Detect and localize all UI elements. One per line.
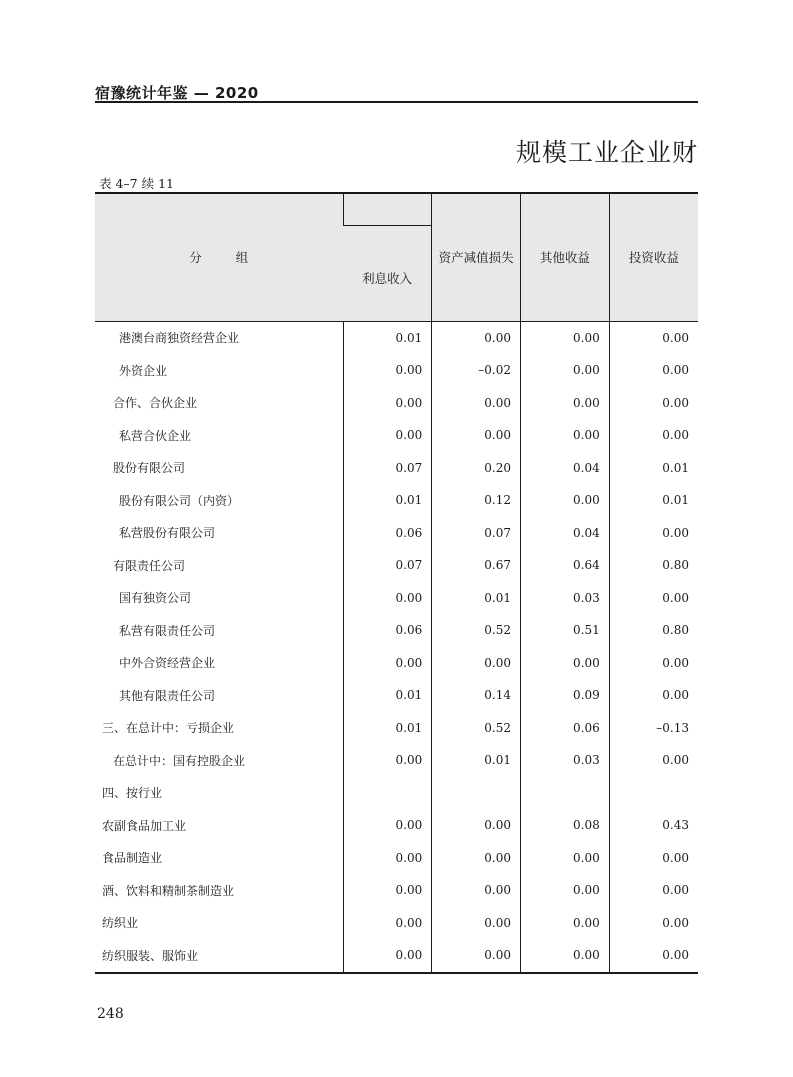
- table-cell: 0.52: [432, 712, 521, 745]
- row-label: 中外合资经营企业: [119, 656, 216, 671]
- table-cell: –0.02: [432, 354, 521, 387]
- table-row: [95, 517, 698, 550]
- column-header-other-income: 其他收益: [521, 193, 610, 321]
- table-cell: 0.00: [521, 484, 610, 517]
- table-cell: 0.00: [432, 907, 521, 940]
- table-cell: 0.00: [521, 647, 610, 680]
- table-cell: 0.00: [521, 387, 610, 420]
- table-cell: 0.00: [609, 744, 698, 777]
- table-row: [95, 614, 698, 647]
- table-row: [95, 647, 698, 680]
- table-cell: 0.00: [521, 907, 610, 940]
- table-cell: 0.07: [432, 517, 521, 550]
- table-cell: 0.67: [432, 549, 521, 582]
- table-cell: [343, 777, 432, 810]
- table-cell: 0.00: [343, 582, 432, 615]
- row-label: 有限责任公司: [113, 558, 186, 573]
- table-cell: 0.01: [343, 712, 432, 745]
- table-row: [95, 744, 698, 777]
- table-cell: 0.00: [609, 907, 698, 940]
- table-cell: 0.04: [521, 517, 610, 550]
- table-cell: 0.01: [609, 452, 698, 485]
- table-cell: 0.00: [432, 809, 521, 842]
- table-cell: 0.00: [343, 647, 432, 680]
- table-cell: 0.00: [343, 874, 432, 907]
- table-cell: 0.80: [609, 614, 698, 647]
- table-cell: 0.64: [521, 549, 610, 582]
- row-label: 国有独资公司: [119, 591, 192, 606]
- table-cell: 0.01: [432, 582, 521, 615]
- row-label: 食品制造业: [102, 851, 163, 866]
- column-header-impairment: 资产减值损失: [432, 193, 521, 321]
- table-cell: 0.00: [609, 647, 698, 680]
- row-label: 三、在总计中：亏损企业: [102, 721, 235, 736]
- table-cell: 0.09: [521, 679, 610, 712]
- table-row: [95, 419, 698, 452]
- table-body: [95, 321, 698, 973]
- table-row: [95, 354, 698, 387]
- table-cell: 0.01: [343, 484, 432, 517]
- table-cell: 0.00: [432, 419, 521, 452]
- row-label: 私营股份有限公司: [119, 526, 216, 541]
- row-label: 农副食品加工业: [102, 818, 187, 833]
- table-cell: 0.00: [432, 842, 521, 875]
- table-cell: [432, 777, 521, 810]
- table-cell: 0.00: [521, 874, 610, 907]
- table-cell: 0.00: [521, 842, 610, 875]
- table-cell: 0.00: [343, 842, 432, 875]
- table-row: [95, 679, 698, 712]
- table-row: [95, 777, 698, 810]
- table-cell: 0.07: [343, 452, 432, 485]
- table-cell: 0.01: [609, 484, 698, 517]
- table-row: [95, 452, 698, 485]
- table-cell: 0.06: [343, 614, 432, 647]
- table-cell: 0.00: [432, 874, 521, 907]
- table-cell: 0.00: [521, 419, 610, 452]
- row-label: 私营合伙企业: [119, 428, 192, 443]
- table-cell: 0.00: [343, 419, 432, 452]
- page-number: 248: [97, 1006, 124, 1022]
- table-cell: 0.00: [609, 321, 698, 354]
- table-row: [95, 842, 698, 875]
- row-label: 纺织业: [102, 916, 139, 931]
- table-cell: 0.00: [609, 939, 698, 973]
- table-cell: 0.00: [609, 842, 698, 875]
- table-cell: 0.07: [343, 549, 432, 582]
- row-label: 合作、合伙企业: [113, 396, 198, 411]
- row-label: 四、按行业: [102, 786, 163, 801]
- table-cell: 0.00: [609, 387, 698, 420]
- table-row: [95, 387, 698, 420]
- table-row: [95, 712, 698, 745]
- running-head: 宿豫统计年鉴 — 2020: [95, 84, 259, 102]
- table-cell: –0.13: [609, 712, 698, 745]
- table-cell: 0.04: [521, 452, 610, 485]
- row-label: 股份有限公司: [113, 461, 186, 476]
- table-row: [95, 484, 698, 517]
- table-cell: 0.00: [343, 907, 432, 940]
- table-label: 表 4–7 续 11: [99, 176, 174, 191]
- table-cell: [609, 777, 698, 810]
- table-row: [95, 582, 698, 615]
- table-cell: 0.20: [432, 452, 521, 485]
- statistics-table: [95, 192, 698, 974]
- table-row: [95, 549, 698, 582]
- table-cell: 0.00: [609, 419, 698, 452]
- section-title: 规模工业企业财: [515, 138, 698, 167]
- table-cell: 0.52: [432, 614, 521, 647]
- table-cell: 0.14: [432, 679, 521, 712]
- header-rule: [95, 101, 698, 103]
- table-row: [95, 809, 698, 842]
- row-label: 港澳台商独资经营企业: [119, 331, 240, 346]
- table-cell: 0.00: [609, 679, 698, 712]
- table-cell: 0.51: [521, 614, 610, 647]
- column-header-interest-income: [343, 225, 432, 321]
- table-cell: 0.00: [609, 354, 698, 387]
- row-label: 股份有限公司（内资）: [119, 493, 240, 508]
- table-cell: 0.01: [343, 679, 432, 712]
- column-header-investment-income: 投资收益: [609, 193, 698, 321]
- table-cell: 0.00: [521, 939, 610, 973]
- interest-income-label: 利息收入: [362, 271, 413, 286]
- row-label: 酒、饮料和精制茶制造业: [102, 883, 235, 898]
- row-label: 外资企业: [119, 363, 168, 378]
- column-header-blank: [343, 193, 432, 225]
- table-cell: 0.00: [343, 744, 432, 777]
- row-label: 纺织服装、服饰业: [95, 939, 343, 973]
- table-cell: 0.00: [343, 387, 432, 420]
- table-row: [95, 321, 698, 354]
- table-cell: 0.06: [343, 517, 432, 550]
- table-cell: 0.00: [343, 354, 432, 387]
- table-row: [95, 939, 698, 973]
- table-cell: 0.00: [432, 321, 521, 354]
- table-cell: 0.80: [609, 549, 698, 582]
- row-label: 其他有限责任公司: [119, 688, 216, 703]
- table-cell: 0.12: [432, 484, 521, 517]
- table-cell: 0.03: [521, 744, 610, 777]
- table-cell: 0.00: [521, 354, 610, 387]
- table-cell: 0.00: [432, 387, 521, 420]
- table-cell: 0.01: [432, 744, 521, 777]
- table-cell: 0.00: [343, 809, 432, 842]
- group-header-label: 分组: [189, 250, 283, 266]
- table-row: [95, 907, 698, 940]
- table-cell: 0.03: [521, 582, 610, 615]
- table-cell: 0.00: [343, 939, 432, 973]
- row-label: 在总计中：国有控股企业: [113, 753, 246, 768]
- table-cell: 0.06: [521, 712, 610, 745]
- table-cell: 0.00: [609, 874, 698, 907]
- table-cell: 0.08: [521, 809, 610, 842]
- table-cell: 0.43: [609, 809, 698, 842]
- table-cell: 0.00: [521, 321, 610, 354]
- table-cell: 0.00: [432, 647, 521, 680]
- table-row: [95, 874, 698, 907]
- row-label: 私营有限责任公司: [119, 623, 216, 638]
- table-cell: 0.01: [343, 321, 432, 354]
- column-header-group: [95, 193, 343, 321]
- table-cell: 0.00: [609, 517, 698, 550]
- table-cell: [521, 777, 610, 810]
- table-cell: 0.00: [432, 939, 521, 973]
- table-cell: 0.00: [609, 582, 698, 615]
